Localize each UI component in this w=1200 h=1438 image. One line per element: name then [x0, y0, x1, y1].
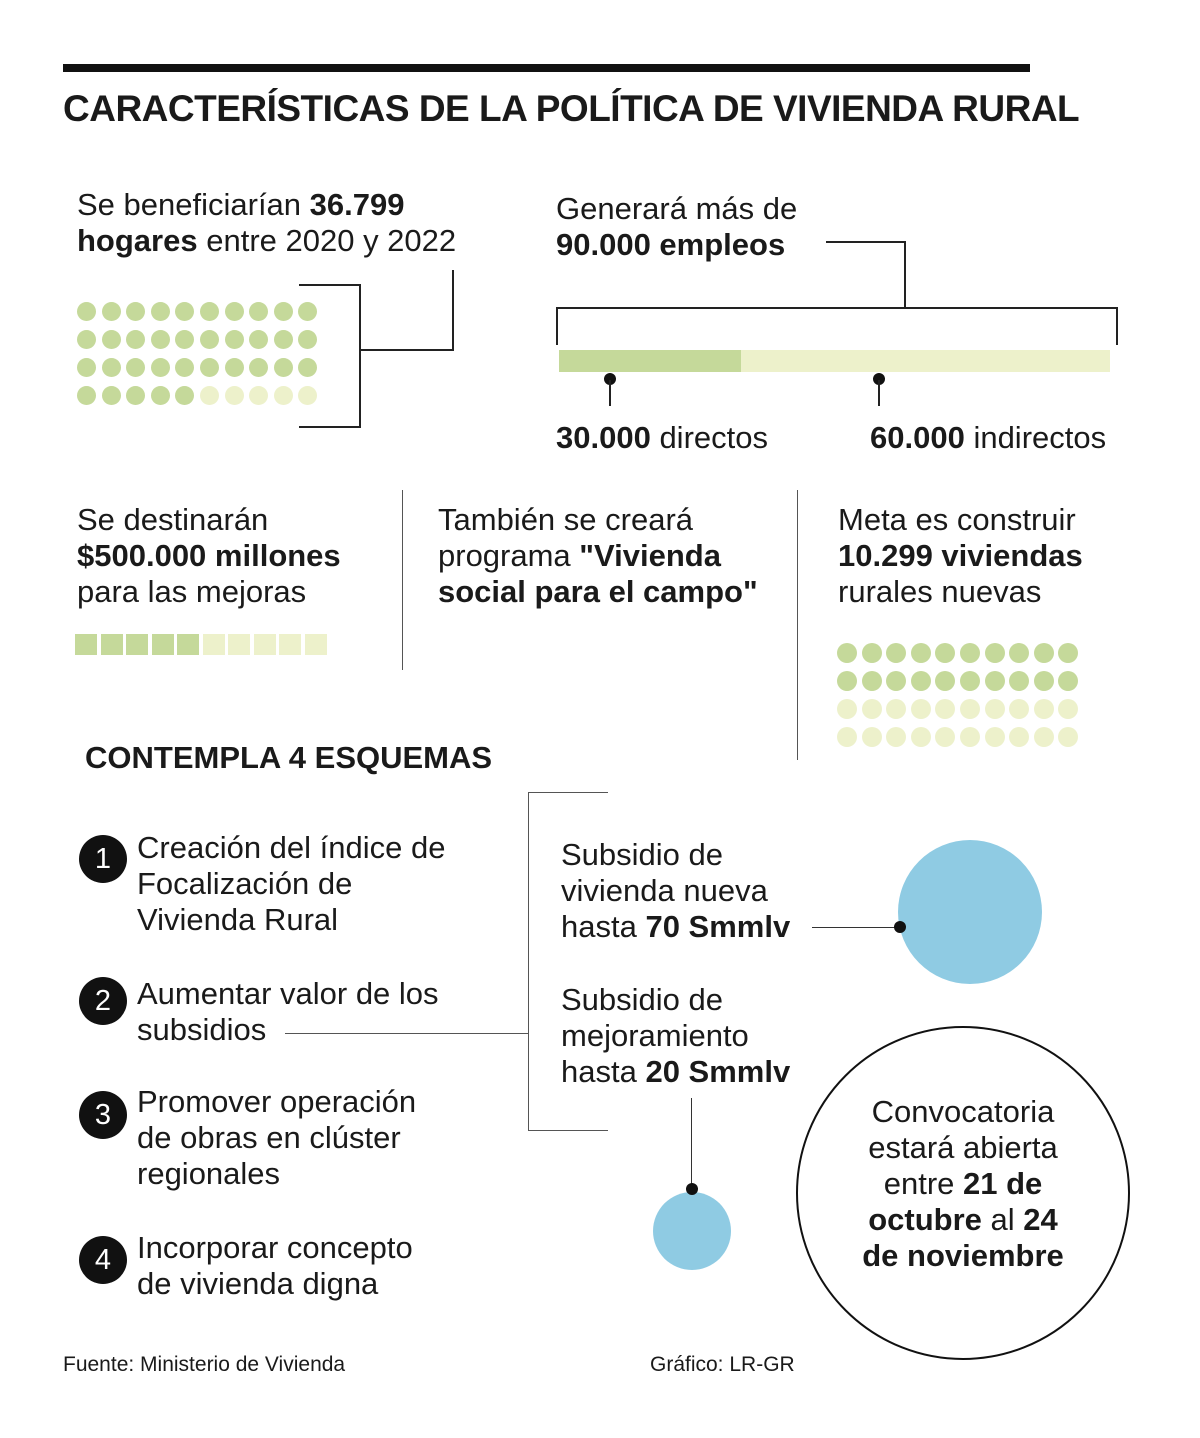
subsidios-bracket: [528, 792, 529, 1131]
subsidios-bracket-top: [528, 792, 608, 793]
unit-dot: [298, 358, 317, 377]
unit-dot: [1058, 643, 1078, 663]
unit-dot: [911, 671, 931, 691]
esquema-item-2: Aumentar valor de los subsidios: [137, 976, 439, 1047]
unit-square: [75, 634, 97, 655]
unit-dot: [935, 699, 955, 719]
hogares-text: Se beneficiarían 36.799 hogares entre 2020 y 2022: [77, 187, 457, 258]
esquemas-heading: CONTEMPLA 4 ESQUEMAS: [85, 740, 493, 775]
unit-dot: [862, 643, 882, 663]
bracket-top: [556, 307, 1118, 309]
unit-dot: [249, 386, 268, 405]
unit-dot: [960, 727, 980, 747]
unit-dot: [1009, 671, 1029, 691]
unit-dot: [1058, 671, 1078, 691]
unit-dot: [274, 302, 293, 321]
unit-dot: [249, 302, 268, 321]
unit-dot: [1034, 699, 1054, 719]
subsidio-nueva-text: Subsidio de vivienda nueva hasta 70 Smmlv: [561, 837, 791, 944]
unit-dot: [911, 643, 931, 663]
unit-dot: [126, 358, 145, 377]
unit-dot: [1034, 727, 1054, 747]
esquema-item-4: Incorporar concepto de vivienda digna: [137, 1230, 413, 1301]
unit-square: [126, 634, 148, 655]
unit-dot: [911, 727, 931, 747]
unit-dot: [960, 643, 980, 663]
unit-dot: [862, 671, 882, 691]
unit-dot: [935, 727, 955, 747]
unit-dot: [249, 330, 268, 349]
unit-dot: [225, 386, 244, 405]
bracket-top: [299, 284, 361, 286]
empleos-bar-directos: [559, 350, 741, 372]
column-divider: [402, 490, 403, 670]
unit-dot: [837, 643, 857, 663]
meta-text: Meta es construir 10.299 viviendas rurales nuevas: [838, 502, 1083, 609]
subsidios-connector: [285, 1033, 529, 1034]
unit-dot: [886, 643, 906, 663]
esquema-item-3: Promover operación de obras en clúster regionales: [137, 1084, 417, 1191]
unit-dot: [200, 330, 219, 349]
source-note: Fuente: Ministerio de Vivienda: [63, 1353, 346, 1376]
unit-dot: [126, 302, 145, 321]
unit-dot: [151, 358, 170, 377]
step-number-4: 4: [79, 1236, 127, 1284]
unit-dot: [985, 643, 1005, 663]
unit-dot: [77, 330, 96, 349]
directos-pin-line: [609, 380, 611, 406]
unit-dot: [151, 330, 170, 349]
unit-dot: [985, 699, 1005, 719]
unit-dot: [200, 386, 219, 405]
unit-dot: [175, 330, 194, 349]
unit-dot: [200, 358, 219, 377]
unit-square: [228, 634, 250, 655]
step-number-2: 2: [79, 977, 127, 1025]
bracket-right: [1116, 307, 1118, 345]
directos-label: 30.000 directos: [556, 420, 768, 455]
unit-dot: [837, 699, 857, 719]
indirectos-pin-line: [878, 380, 880, 406]
unit-dot: [1058, 699, 1078, 719]
unit-dot: [151, 302, 170, 321]
unit-dot: [985, 671, 1005, 691]
unit-dot: [985, 727, 1005, 747]
subsidio-mejora-line: [691, 1098, 692, 1190]
unit-dot: [862, 727, 882, 747]
unit-dot: [274, 358, 293, 377]
unit-dot: [249, 358, 268, 377]
bracket-vertical: [359, 284, 361, 428]
unit-dot: [225, 358, 244, 377]
subsidio-nueva-line: [812, 927, 902, 928]
unit-dot: [935, 643, 955, 663]
unit-dot: [886, 671, 906, 691]
unit-dot: [274, 386, 293, 405]
subsidio-mejora-pin: [686, 1183, 698, 1195]
subsidios-bracket-bottom: [528, 1130, 608, 1131]
unit-dot: [886, 699, 906, 719]
hogares-dot-grid: [77, 302, 327, 412]
unit-dot: [102, 302, 121, 321]
convocatoria-text: Convocatoria estará abierta entre 21 de octubre al 24 de noviembre: [862, 1094, 1064, 1273]
graphic-credit: Gráfico: LR-GR: [650, 1353, 795, 1376]
column-divider: [797, 490, 798, 760]
unit-square: [177, 634, 199, 655]
connector-line: [826, 241, 906, 243]
unit-dot: [102, 386, 121, 405]
unit-dot: [862, 699, 882, 719]
unit-dot: [911, 699, 931, 719]
mejoras-text: Se destinarán $500.000 millones para las mejoras: [77, 502, 341, 609]
unit-dot: [298, 302, 317, 321]
unit-dot: [1009, 727, 1029, 747]
subsidio-nueva-pin: [894, 921, 906, 933]
unit-dot: [1009, 643, 1029, 663]
unit-dot: [151, 386, 170, 405]
indirectos-label: 60.000 indirectos: [870, 420, 1107, 455]
unit-dot: [886, 727, 906, 747]
unit-dot: [77, 386, 96, 405]
unit-dot: [126, 386, 145, 405]
unit-dot: [77, 358, 96, 377]
mejoras-square-row: [75, 634, 335, 656]
unit-dot: [298, 386, 317, 405]
unit-dot: [837, 671, 857, 691]
unit-dot: [200, 302, 219, 321]
unit-dot: [225, 302, 244, 321]
unit-dot: [1009, 699, 1029, 719]
unit-dot: [77, 302, 96, 321]
step-number-1: 1: [79, 835, 127, 883]
unit-dot: [225, 330, 244, 349]
unit-square: [305, 634, 327, 655]
unit-square: [101, 634, 123, 655]
unit-dot: [1034, 643, 1054, 663]
empleos-bar: [559, 350, 1110, 372]
bracket-bottom: [299, 426, 361, 428]
unit-dot: [175, 358, 194, 377]
subsidio-mejora-text: Subsidio de mejoramiento hasta 20 Smmlv: [561, 982, 791, 1089]
unit-dot: [298, 330, 317, 349]
meta-dot-grid: [837, 643, 1087, 753]
unit-dot: [274, 330, 293, 349]
unit-dot: [175, 386, 194, 405]
unit-dot: [960, 699, 980, 719]
subsidio-mejora-circle: [653, 1192, 731, 1270]
connector-line: [452, 270, 454, 351]
unit-square: [152, 634, 174, 655]
subsidio-nueva-circle: [898, 840, 1042, 984]
esquema-item-1: Creación del índice de Focalización de Vivienda Rural: [137, 830, 446, 937]
top-rule: [63, 64, 1030, 72]
empleos-text: Generará más de 90.000 empleos: [556, 191, 798, 262]
unit-square: [279, 634, 301, 655]
connector-line: [361, 349, 454, 351]
bracket-left: [556, 307, 558, 345]
unit-dot: [935, 671, 955, 691]
unit-dot: [1058, 727, 1078, 747]
page-title: CARACTERÍSTICAS DE LA POLÍTICA DE VIVIENDA RURAL: [63, 88, 1080, 129]
unit-dot: [126, 330, 145, 349]
unit-dot: [960, 671, 980, 691]
unit-square: [203, 634, 225, 655]
unit-dot: [102, 358, 121, 377]
unit-square: [254, 634, 276, 655]
programa-text: También se creará programa "Vivienda social para el campo": [438, 502, 758, 609]
step-number-3: 3: [79, 1091, 127, 1139]
unit-dot: [1034, 671, 1054, 691]
unit-dot: [102, 330, 121, 349]
unit-dot: [175, 302, 194, 321]
connector-line: [904, 241, 906, 309]
unit-dot: [837, 727, 857, 747]
